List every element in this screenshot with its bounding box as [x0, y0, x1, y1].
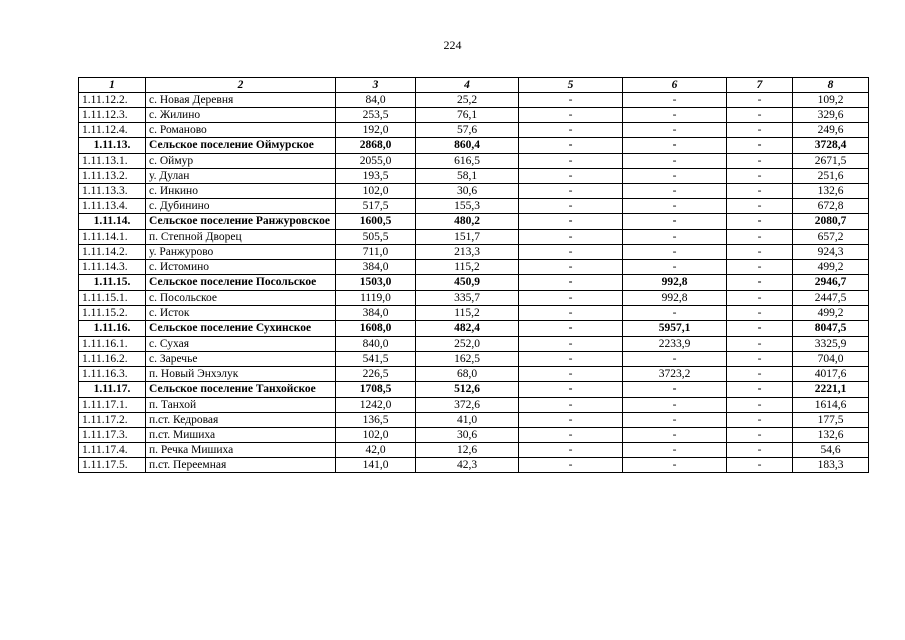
col3-cell: 102,0	[336, 428, 416, 443]
col4-cell: 30,6	[416, 184, 519, 199]
code-cell: 1.11.12.2.	[79, 93, 146, 108]
col4-cell: 372,6	[416, 398, 519, 413]
column-header-2: 2	[146, 78, 336, 93]
col4-cell: 480,2	[416, 214, 519, 230]
name-cell: с. Оймур	[146, 154, 336, 169]
code-cell: 1.11.17.3.	[79, 428, 146, 443]
col5-cell: -	[519, 443, 623, 458]
column-header-7: 7	[727, 78, 793, 93]
col4-cell: 512,6	[416, 382, 519, 398]
table-header-row	[79, 78, 869, 93]
code-cell: 1.11.17.1.	[79, 398, 146, 413]
col6-cell: -	[623, 214, 727, 230]
col3-cell: 193,5	[336, 169, 416, 184]
total-cell: 2946,7	[793, 275, 869, 291]
col4-cell: 42,3	[416, 458, 519, 473]
name-cell: с. Дубинино	[146, 199, 336, 214]
col5-cell: -	[519, 154, 623, 169]
col7-cell: -	[727, 245, 793, 260]
total-cell: 2080,7	[793, 214, 869, 230]
code-cell: 1.11.17.2.	[79, 413, 146, 428]
page-number: 224	[443, 38, 462, 52]
name-cell: с. Романово	[146, 123, 336, 138]
settlement-summary-row	[79, 138, 869, 154]
column-header-5: 5	[519, 78, 623, 93]
col3-cell: 84,0	[336, 93, 416, 108]
col6-cell: -	[623, 458, 727, 473]
col5-cell: -	[519, 199, 623, 214]
total-cell: 924,3	[793, 245, 869, 260]
code-cell: 1.11.14.	[79, 214, 146, 230]
total-cell: 132,6	[793, 184, 869, 199]
name-cell: с. Посольское	[146, 291, 336, 306]
col4-cell: 860,4	[416, 138, 519, 154]
total-cell: 2447,5	[793, 291, 869, 306]
col4-cell: 68,0	[416, 367, 519, 382]
col3-cell: 136,5	[336, 413, 416, 428]
col3-cell: 1608,0	[336, 321, 416, 337]
name-cell: п. Танхой	[146, 398, 336, 413]
col5-cell: -	[519, 93, 623, 108]
col3-cell: 840,0	[336, 337, 416, 352]
col5-cell: -	[519, 169, 623, 184]
col4-cell: 482,4	[416, 321, 519, 337]
col3-cell: 1600,5	[336, 214, 416, 230]
total-cell: 657,2	[793, 230, 869, 245]
col3-cell: 141,0	[336, 458, 416, 473]
col3-cell: 541,5	[336, 352, 416, 367]
name-cell: с. Жилино	[146, 108, 336, 123]
col6-cell: -	[623, 352, 727, 367]
col4-cell: 213,3	[416, 245, 519, 260]
col7-cell: -	[727, 291, 793, 306]
col3-cell: 384,0	[336, 260, 416, 275]
col3-cell: 711,0	[336, 245, 416, 260]
col6-cell: -	[623, 398, 727, 413]
col6-cell: -	[623, 245, 727, 260]
table-row	[79, 352, 869, 367]
code-cell: 1.11.15.2.	[79, 306, 146, 321]
col7-cell: -	[727, 367, 793, 382]
col6-cell: -	[623, 184, 727, 199]
col7-cell: -	[727, 275, 793, 291]
col4-cell: 450,9	[416, 275, 519, 291]
col6-cell: 3723,2	[623, 367, 727, 382]
col5-cell: -	[519, 352, 623, 367]
col3-cell: 1503,0	[336, 275, 416, 291]
code-cell: 1.11.14.3.	[79, 260, 146, 275]
col5-cell: -	[519, 321, 623, 337]
col7-cell: -	[727, 199, 793, 214]
code-cell: 1.11.16.	[79, 321, 146, 337]
col6-cell: -	[623, 443, 727, 458]
name-cell: Сельское поселение Танхойское	[146, 382, 336, 398]
col3-cell: 1242,0	[336, 398, 416, 413]
col3-cell: 1119,0	[336, 291, 416, 306]
col5-cell: -	[519, 245, 623, 260]
col5-cell: -	[519, 337, 623, 352]
total-cell: 249,6	[793, 123, 869, 138]
col6-cell: 992,8	[623, 291, 727, 306]
column-header-6: 6	[623, 78, 727, 93]
col5-cell: -	[519, 123, 623, 138]
name-cell: Сельское поселение Посольское	[146, 275, 336, 291]
col6-cell: 5957,1	[623, 321, 727, 337]
col6-cell: -	[623, 93, 727, 108]
table-row	[79, 398, 869, 413]
table-row	[79, 108, 869, 123]
total-cell: 183,3	[793, 458, 869, 473]
col3-cell: 42,0	[336, 443, 416, 458]
col7-cell: -	[727, 398, 793, 413]
col4-cell: 12,6	[416, 443, 519, 458]
col7-cell: -	[727, 337, 793, 352]
col5-cell: -	[519, 108, 623, 123]
table-row	[79, 123, 869, 138]
col3-cell: 226,5	[336, 367, 416, 382]
col6-cell: -	[623, 108, 727, 123]
col7-cell: -	[727, 428, 793, 443]
code-cell: 1.11.17.	[79, 382, 146, 398]
table-row	[79, 443, 869, 458]
col7-cell: -	[727, 260, 793, 275]
col5-cell: -	[519, 382, 623, 398]
table-row	[79, 306, 869, 321]
name-cell: п. Новый Энхэлук	[146, 367, 336, 382]
name-cell: п.ст. Мишиха	[146, 428, 336, 443]
name-cell: у. Дулан	[146, 169, 336, 184]
code-cell: 1.11.16.2.	[79, 352, 146, 367]
col7-cell: -	[727, 321, 793, 337]
col3-cell: 1708,5	[336, 382, 416, 398]
col3-cell: 102,0	[336, 184, 416, 199]
table-row	[79, 154, 869, 169]
col5-cell: -	[519, 260, 623, 275]
col4-cell: 57,6	[416, 123, 519, 138]
col7-cell: -	[727, 123, 793, 138]
col4-cell: 25,2	[416, 93, 519, 108]
table-row	[79, 184, 869, 199]
total-cell: 329,6	[793, 108, 869, 123]
col3-cell: 2055,0	[336, 154, 416, 169]
col6-cell: 992,8	[623, 275, 727, 291]
total-cell: 1614,6	[793, 398, 869, 413]
col4-cell: 30,6	[416, 428, 519, 443]
col5-cell: -	[519, 367, 623, 382]
col7-cell: -	[727, 138, 793, 154]
table-row	[79, 337, 869, 352]
table-row	[79, 413, 869, 428]
col3-cell: 384,0	[336, 306, 416, 321]
name-cell: Сельское поселение Ранжуровское	[146, 214, 336, 230]
col7-cell: -	[727, 169, 793, 184]
col5-cell: -	[519, 291, 623, 306]
code-cell: 1.11.12.3.	[79, 108, 146, 123]
column-header-3: 3	[336, 78, 416, 93]
name-cell: Сельское поселение Сухинское	[146, 321, 336, 337]
name-cell: с. Инкино	[146, 184, 336, 199]
table-row	[79, 230, 869, 245]
col5-cell: -	[519, 428, 623, 443]
col7-cell: -	[727, 413, 793, 428]
col6-cell: -	[623, 123, 727, 138]
name-cell: п.ст. Переемная	[146, 458, 336, 473]
col3-cell: 2868,0	[336, 138, 416, 154]
name-cell: с. Исток	[146, 306, 336, 321]
total-cell: 499,2	[793, 306, 869, 321]
col4-cell: 115,2	[416, 260, 519, 275]
name-cell: п. Степной Дворец	[146, 230, 336, 245]
col4-cell: 252,0	[416, 337, 519, 352]
column-header-1: 1	[79, 78, 146, 93]
total-cell: 704,0	[793, 352, 869, 367]
col6-cell: -	[623, 382, 727, 398]
col4-cell: 115,2	[416, 306, 519, 321]
total-cell: 177,5	[793, 413, 869, 428]
col5-cell: -	[519, 306, 623, 321]
col4-cell: 616,5	[416, 154, 519, 169]
code-cell: 1.11.15.1.	[79, 291, 146, 306]
code-cell: 1.11.15.	[79, 275, 146, 291]
col7-cell: -	[727, 154, 793, 169]
col6-cell: -	[623, 413, 727, 428]
col4-cell: 76,1	[416, 108, 519, 123]
column-header-8: 8	[793, 78, 869, 93]
col7-cell: -	[727, 443, 793, 458]
col5-cell: -	[519, 230, 623, 245]
col6-cell: -	[623, 154, 727, 169]
col7-cell: -	[727, 108, 793, 123]
total-cell: 132,6	[793, 428, 869, 443]
settlement-summary-row	[79, 321, 869, 337]
col3-cell: 192,0	[336, 123, 416, 138]
total-cell: 54,6	[793, 443, 869, 458]
name-cell: у. Ранжурово	[146, 245, 336, 260]
settlement-summary-row	[79, 275, 869, 291]
settlement-summary-row	[79, 214, 869, 230]
total-cell: 109,2	[793, 93, 869, 108]
code-cell: 1.11.13.4.	[79, 199, 146, 214]
col5-cell: -	[519, 275, 623, 291]
total-cell: 499,2	[793, 260, 869, 275]
col6-cell: -	[623, 169, 727, 184]
total-cell: 251,6	[793, 169, 869, 184]
total-cell: 2221,1	[793, 382, 869, 398]
table-row	[79, 367, 869, 382]
table-row	[79, 199, 869, 214]
code-cell: 1.11.16.3.	[79, 367, 146, 382]
col7-cell: -	[727, 93, 793, 108]
code-cell: 1.11.13.	[79, 138, 146, 154]
col6-cell: -	[623, 428, 727, 443]
col6-cell: 2233,9	[623, 337, 727, 352]
data-table	[78, 77, 869, 473]
col4-cell: 162,5	[416, 352, 519, 367]
name-cell: с. Сухая	[146, 337, 336, 352]
col5-cell: -	[519, 214, 623, 230]
col4-cell: 155,3	[416, 199, 519, 214]
total-cell: 4017,6	[793, 367, 869, 382]
name-cell: Сельское поселение Оймурское	[146, 138, 336, 154]
col3-cell: 517,5	[336, 199, 416, 214]
col4-cell: 151,7	[416, 230, 519, 245]
col4-cell: 58,1	[416, 169, 519, 184]
col4-cell: 41,0	[416, 413, 519, 428]
col5-cell: -	[519, 398, 623, 413]
settlement-summary-row	[79, 382, 869, 398]
table-row	[79, 291, 869, 306]
code-cell: 1.11.14.2.	[79, 245, 146, 260]
col5-cell: -	[519, 413, 623, 428]
name-cell: с. Заречье	[146, 352, 336, 367]
col3-cell: 505,5	[336, 230, 416, 245]
col7-cell: -	[727, 214, 793, 230]
name-cell: с. Новая Деревня	[146, 93, 336, 108]
col3-cell: 253,5	[336, 108, 416, 123]
table-row	[79, 260, 869, 275]
col4-cell: 335,7	[416, 291, 519, 306]
table-row	[79, 93, 869, 108]
col7-cell: -	[727, 458, 793, 473]
col5-cell: -	[519, 184, 623, 199]
total-cell: 3728,4	[793, 138, 869, 154]
col7-cell: -	[727, 184, 793, 199]
code-cell: 1.11.12.4.	[79, 123, 146, 138]
code-cell: 1.11.14.1.	[79, 230, 146, 245]
total-cell: 672,8	[793, 199, 869, 214]
col6-cell: -	[623, 306, 727, 321]
total-cell: 8047,5	[793, 321, 869, 337]
table-row	[79, 428, 869, 443]
col6-cell: -	[623, 230, 727, 245]
table-body	[79, 93, 869, 473]
code-cell: 1.11.17.4.	[79, 443, 146, 458]
col6-cell: -	[623, 260, 727, 275]
name-cell: п. Речка Мишиха	[146, 443, 336, 458]
code-cell: 1.11.13.3.	[79, 184, 146, 199]
col7-cell: -	[727, 382, 793, 398]
col6-cell: -	[623, 199, 727, 214]
name-cell: п.ст. Кедровая	[146, 413, 336, 428]
col7-cell: -	[727, 306, 793, 321]
code-cell: 1.11.13.1.	[79, 154, 146, 169]
table-row	[79, 458, 869, 473]
col6-cell: -	[623, 138, 727, 154]
code-cell: 1.11.16.1.	[79, 337, 146, 352]
total-cell: 3325,9	[793, 337, 869, 352]
col5-cell: -	[519, 458, 623, 473]
col5-cell: -	[519, 138, 623, 154]
col7-cell: -	[727, 352, 793, 367]
total-cell: 2671,5	[793, 154, 869, 169]
col7-cell: -	[727, 230, 793, 245]
table-row	[79, 169, 869, 184]
column-header-4: 4	[416, 78, 519, 93]
table-row	[79, 245, 869, 260]
code-cell: 1.11.17.5.	[79, 458, 146, 473]
name-cell: с. Истомино	[146, 260, 336, 275]
code-cell: 1.11.13.2.	[79, 169, 146, 184]
